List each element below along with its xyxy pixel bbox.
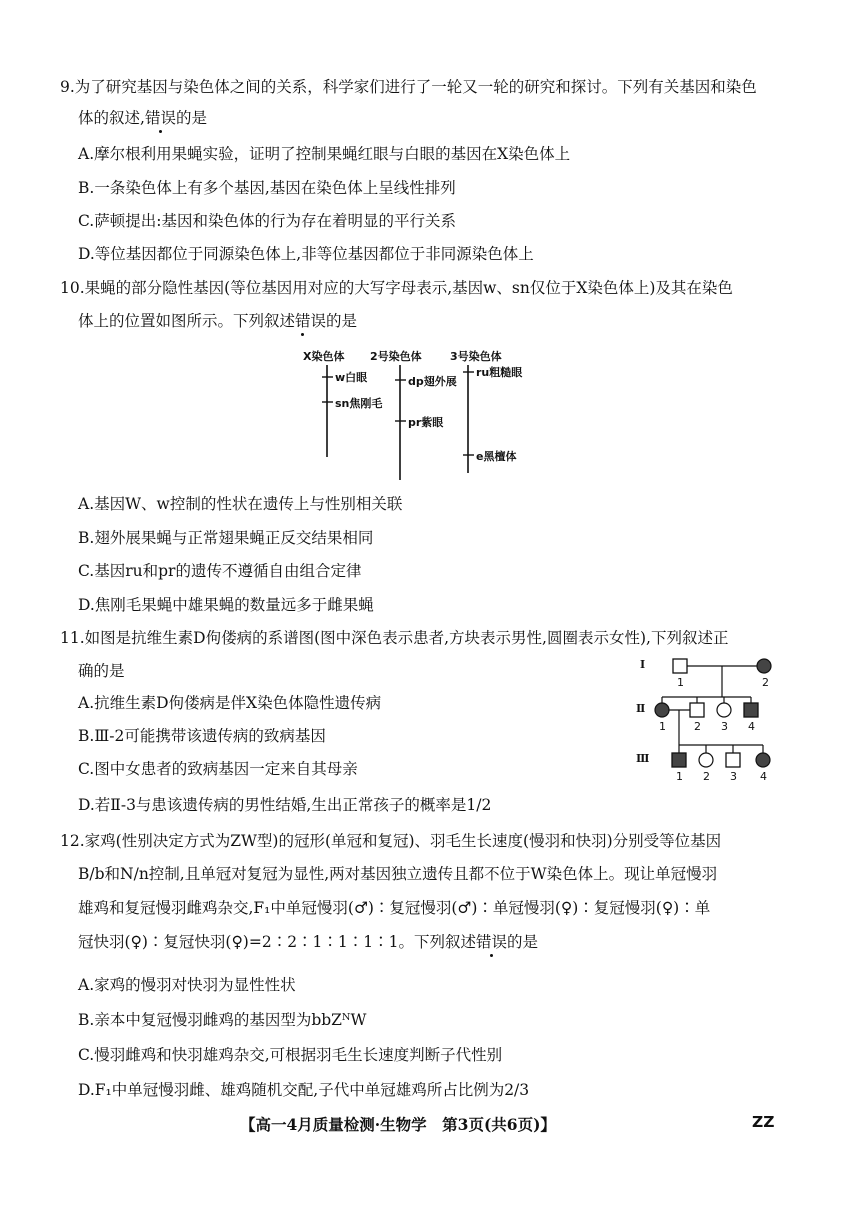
chrom-label-x: X染色体: [303, 350, 345, 363]
q12-stem-line3: 雄鸡和复冠慢羽雌鸡杂交,F₁中单冠慢羽(♂)∶复冠慢羽(♂)∶单冠慢羽(♀)∶复冠慢羽(♀)∶单: [78, 899, 711, 917]
q9-stem-post: 的是: [175, 109, 207, 127]
q10-option-d: D.焦刚毛果蝇中雄果蝇的数量远多于雌果蝇: [78, 596, 374, 614]
gene-sn-label: sn焦刚毛: [335, 397, 383, 410]
footer-code: ZZ: [752, 1113, 775, 1131]
q12-emphasis: 错误: [476, 933, 508, 951]
q10-option-b: B.翅外展果蝇与正常翅果蝇正反交结果相同: [78, 529, 374, 547]
gen-1-label: I: [640, 658, 646, 671]
gene-e-label: e黑檀体: [476, 450, 517, 463]
chrom-label-2: 2号染色体: [370, 350, 422, 363]
q12-option-a: A.家鸡的慢羽对快羽为显性性状: [78, 976, 296, 994]
gen1-num-1: 1: [677, 676, 684, 689]
gene-w-label: w白眼: [335, 371, 368, 384]
q9-option-d: D.等位基因都位于同源染色体上,非等位基因都位于非同源染色体上: [78, 245, 534, 263]
q12-option-c: C.慢羽雌鸡和快羽雄鸡杂交,可根据羽毛生长速度判断子代性别: [78, 1046, 503, 1064]
gen2-num-1: 1: [659, 720, 666, 733]
gen-3-label: Ⅲ: [636, 752, 650, 765]
gen3-num-2: 2: [703, 770, 710, 783]
gen-2-label: Ⅱ: [636, 702, 646, 715]
page-footer: 【高一4月质量检测·生物学 第3页(共6页)】: [240, 1115, 556, 1134]
gene-ru-label: ru粗糙眼: [476, 366, 523, 379]
q11-option-d: D.若Ⅱ-3与患该遗传病的男性结婚,生出正常孩子的概率是1/2: [78, 796, 492, 814]
q11-option-c: C.图中女患者的致病基因一定来自其母亲: [78, 760, 358, 778]
q10-stem-post: 误的是: [310, 312, 358, 330]
gen3-num-4: 4: [760, 770, 767, 783]
q12-stem-line4: [78, 932, 538, 952]
q9-option-a: A.摩尔根利用果蝇实验，证明了控制果蝇红眼与白眼的基因在X染色体上: [78, 145, 571, 163]
q10-option-c: C.基因ru和pr的遗传不遵循自由组合定律: [78, 562, 362, 580]
q12-option-b: B.亲本中复冠慢羽雌鸡的基因型为bbZᴺW: [78, 1011, 367, 1029]
chrom-label-3: 3号染色体: [450, 350, 502, 363]
q9-option-b: B.一条染色体上有多个基因,基因在染色体上呈线性排列: [78, 179, 456, 197]
q9-stem-pre: 体的叙述,: [78, 109, 145, 127]
pedigree-chart: [636, 652, 786, 787]
gen3-num-1: 1: [676, 770, 683, 783]
q10-stem-line2: [78, 311, 357, 331]
q10-stem-pre: 体上的位置如图所示。下列叙述: [78, 312, 296, 330]
gene-dp-label: dp翅外展: [408, 375, 457, 388]
q9-emphasis: 错误: [144, 109, 176, 127]
q12-stem-line1: 12.家鸡(性别决定方式为ZW型)的冠形(单冠和复冠)、羽毛生长速度(慢羽和快羽)分别受等位基因: [60, 832, 722, 850]
q11-option-b: B.Ⅲ-2可能携带该遗传病的致病基因: [78, 727, 326, 745]
q12-stem-pre: 冠快羽(♀)∶复冠快羽(♀)=2∶2∶1∶1∶1∶1。下列叙述: [78, 933, 477, 951]
q10-stem-line1: 10.果蝇的部分隐性基因(等位基因用对应的大写字母表示,基因w、sn仅位于X染色体上)及其在染色: [60, 279, 733, 297]
chromosome-figure: [300, 345, 560, 485]
q11-stem-line1: 11.如图是抗维生素D佝偻病的系谱图(图中深色表示患者,方块表示男性,圆圈表示女性),下列叙述正: [60, 629, 729, 647]
q12-option-d: D.F₁中单冠慢羽雌、雄鸡随机交配,子代中单冠雄鸡所占比例为2/3: [78, 1081, 530, 1099]
q11-stem-line2: 确的是: [78, 662, 125, 680]
q12-stem-line2: B/b和N/n控制,且单冠对复冠为显性,两对基因独立遗传且都不位于W染色体上。现让单冠慢羽: [78, 865, 718, 883]
gene-pr-label: pr紫眼: [408, 416, 444, 429]
gen1-num-2: 2: [762, 676, 769, 689]
gen3-num-3: 3: [730, 770, 737, 783]
gen2-num-3: 3: [721, 720, 728, 733]
q9-stem-line1: 9.为了研究基因与染色体之间的关系，科学家们进行了一轮又一轮的研究和探讨。下列有关基因和染色: [60, 78, 757, 96]
q10-option-a: A.基因W、w控制的性状在遗传上与性别相关联: [78, 495, 403, 513]
q9-option-c: C.萨顿提出:基因和染色体的行为存在着明显的平行关系: [78, 212, 456, 230]
q10-emphasis: 错: [295, 312, 311, 330]
q9-stem-line2: [78, 108, 207, 128]
q11-option-a: A.抗维生素D佝偻病是伴X染色体隐性遗传病: [78, 694, 382, 712]
q12-stem-post: 的是: [507, 933, 539, 951]
gen2-num-4: 4: [748, 720, 755, 733]
gen2-num-2: 2: [694, 720, 701, 733]
